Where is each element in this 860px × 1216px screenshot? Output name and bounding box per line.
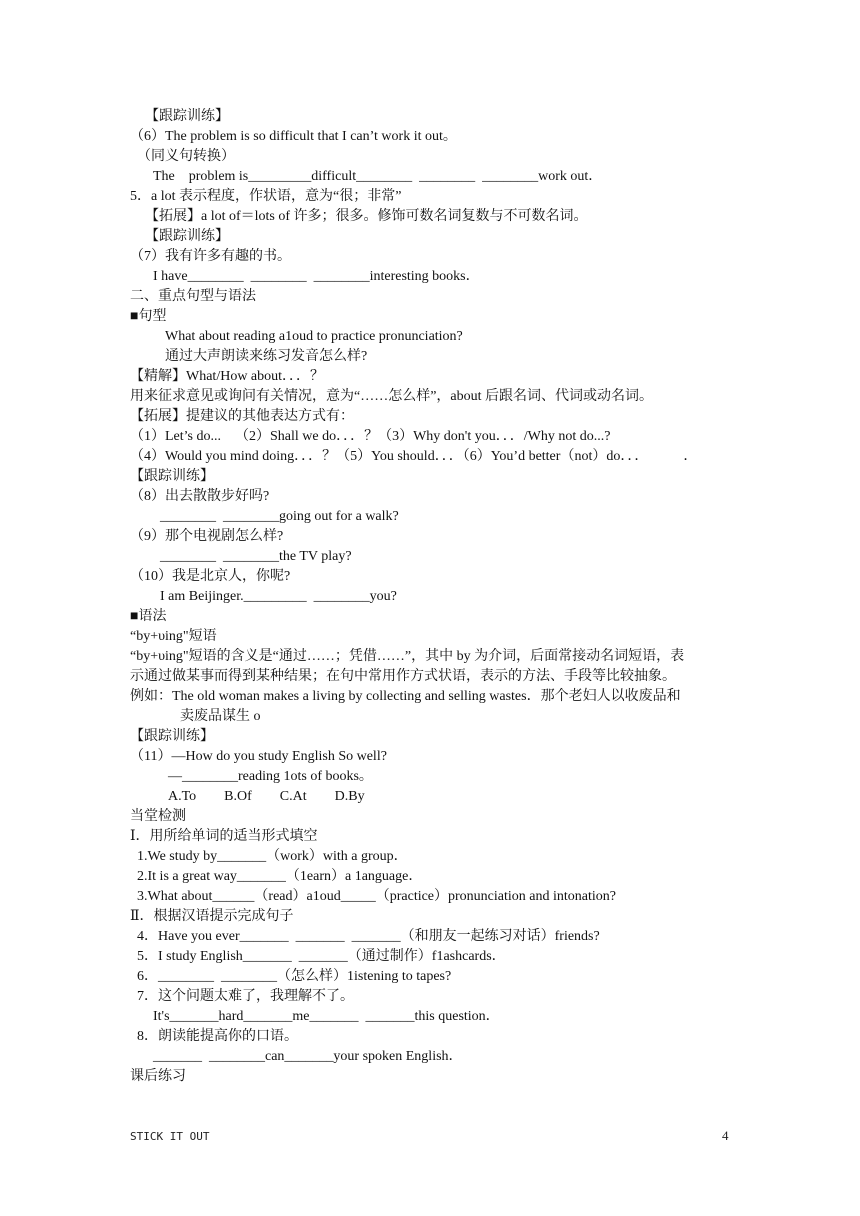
section-heading: 课后练习 [130, 1069, 186, 1084]
text-line: —________reading 1ots of books。 [168, 769, 373, 784]
text-line: I am Beijinger._________ ________you? [160, 589, 397, 604]
text-line: （11）—How do you study English So well? [130, 749, 387, 764]
text-line: 卖废品谋生 o [180, 709, 261, 724]
text-line: （4）Would you mind doing．．．？（5）You should．．．（6）You’d better（not）do．．． ． [130, 449, 698, 464]
text-line: （9）那个电视剧怎么样? [130, 529, 284, 544]
text-line: I have________ ________ ________interesting books． [153, 269, 480, 284]
text-line: 【精解】What/How about．．．？ [130, 369, 325, 384]
text-line: _______ ________can_______your spoken English． [153, 1049, 463, 1064]
text-line: 通过大声朗读来练习发音怎么样? [165, 349, 368, 364]
text-line: 3.What about______（read）a1oud_____（practice）pronunciation and intonation? [137, 889, 616, 904]
text-line: （10）我是北京人，你呢? [130, 569, 291, 584]
text-line: What about reading a1oud to practice pronunciation? [165, 329, 463, 344]
text-line: ________ ________going out for a walk? [160, 509, 399, 524]
text-line: 5．I study English_______ _______（通过制作）f1ashcards． [137, 949, 506, 964]
text-line: It's_______hard_______me_______ _______this question． [153, 1009, 500, 1024]
footer-label: STICK IT OUT [130, 1130, 210, 1143]
text-line: “by+υing"短语 [130, 629, 217, 644]
text-line: 6．________ ________（怎么样）1istening to tapes? [137, 969, 452, 984]
text-line: 5．a lot 表示程度，作状语，意为“很；非常” [130, 189, 402, 204]
text-line: ■句型 [130, 309, 167, 324]
text-line: Ⅰ．用所给单词的适当形式填空 [130, 829, 318, 844]
text-line: 用来征求意见或询问有关情况，意为“……怎么样”，about 后跟名词、代词或动名词。 [130, 389, 654, 404]
text-line: 例如：The old woman makes a living by collecting and selling wastes．那个老妇人以收废品和 [130, 689, 681, 704]
text-line: （同义句转换） [137, 149, 235, 164]
text-line: Ⅱ．根据汉语提示完成句子 [130, 909, 294, 924]
text-line: 【拓展】提建议的其他表达方式有： [130, 409, 354, 424]
text-line: 4．Have you ever_______ _______ _______（和朋友一起练习对话）friends? [137, 929, 600, 944]
text-line: A.To B.Of C.At D.By [168, 789, 365, 804]
text-line: 7．这个问题太难了，我理解不了。 [137, 989, 354, 1004]
text-line: ________ ________the TV play? [160, 549, 352, 564]
text-line: 【跟踪训练】 [130, 469, 214, 484]
text-line: 【跟踪训练】 [145, 229, 229, 244]
text-line: （7）我有许多有趣的书。 [130, 249, 291, 264]
page-number: 4 [722, 1128, 729, 1143]
text-line: （8）出去散散步好吗? [130, 489, 270, 504]
section-heading: 二、重点句型与语法 [130, 289, 256, 304]
text-line: 【跟踪训练】 [145, 109, 229, 124]
text-line: ■语法 [130, 609, 167, 624]
text-line: “by+υing"短语的含义是“通过……；凭借……”，其中 by 为介词，后面常接动名词短语，表 [130, 649, 685, 664]
text-line: 示通过做某事而得到某种结果；在句中常用作方式状语，表示的方法、手段等比较抽象。 [130, 669, 676, 684]
text-line: The problem is_________difficult________ ________ ________work out． [153, 169, 603, 184]
text-line: （1）Let’s do... （2）Shall we do．．．？（3）Why don't you．．．/Why not do...? [130, 429, 611, 444]
section-heading: 当堂检测 [130, 809, 186, 824]
text-line: 【拓展】a lot of＝lots of 许多；很多。修饰可数名词复数与不可数名词。 [145, 209, 588, 224]
text-line: 【跟踪训练】 [130, 729, 214, 744]
text-line: 8．朗读能提高你的口语。 [137, 1029, 298, 1044]
text-line: 2.It is a great way_______（1earn）a 1anguage． [137, 869, 423, 884]
text-line: （6）The problem is so difficult that I can’t work it out。 [130, 129, 457, 144]
text-line: 1.We study by_______（work）with a group． [137, 849, 408, 864]
